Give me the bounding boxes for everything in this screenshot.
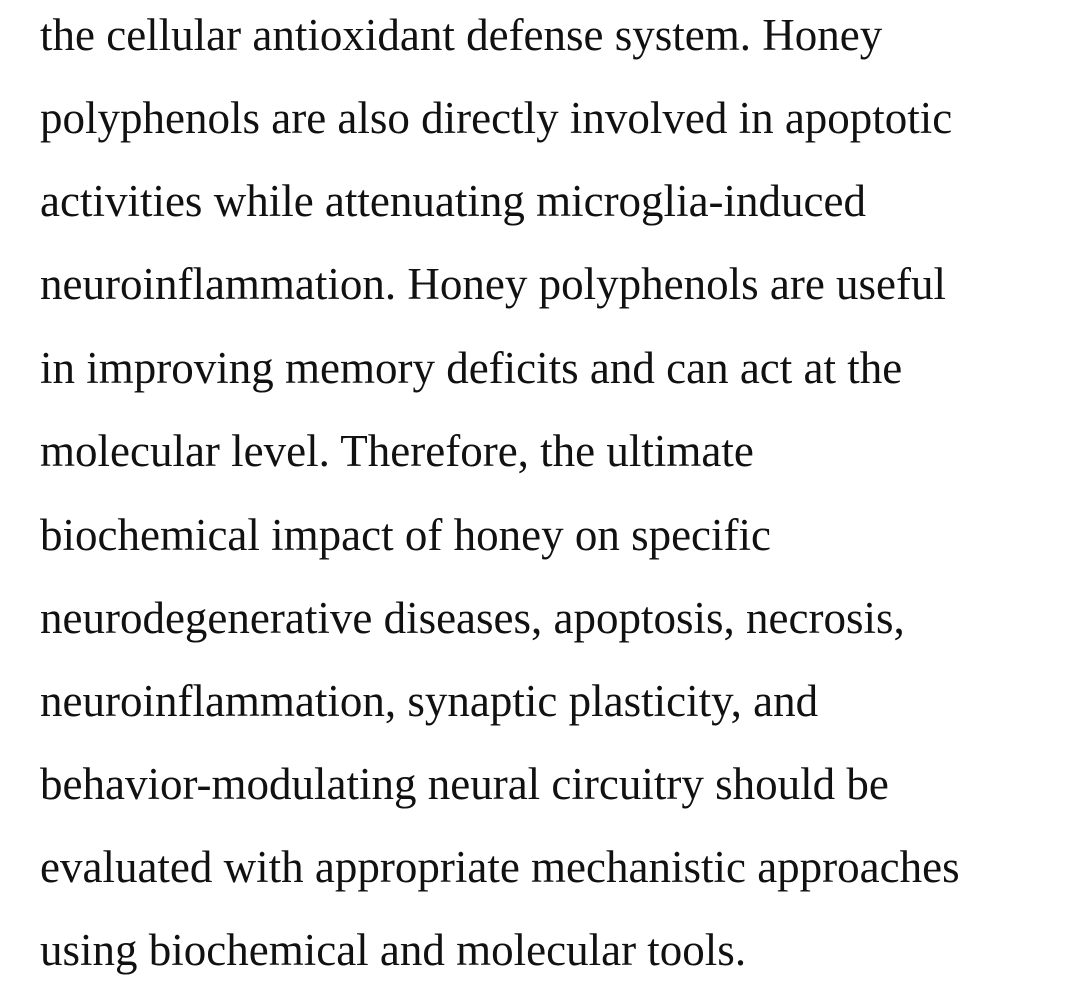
text-line: the cellular antioxidant defense system. Honey <box>40 10 883 60</box>
text-line: behavior-modulating neural circuitry should be <box>40 759 889 809</box>
text-line: evaluated with appropriate mechanistic approaches <box>40 842 960 892</box>
text-line: using biochemical and molecular tools. <box>40 925 747 975</box>
text-line: neuroinflammation, synaptic plasticity, and <box>40 676 819 726</box>
text-line: neuroinflammation. Honey polyphenols are useful <box>40 259 947 309</box>
text-line: in improving memory deficits and can act at the <box>40 343 903 393</box>
text-line: biochemical impact of honey on specific <box>40 510 771 560</box>
text-line: activities while attenuating microglia-induced <box>40 176 866 226</box>
text-line: molecular level. Therefore, the ultimate <box>40 426 754 476</box>
text-line: polyphenols are also directly involved in apoptotic <box>40 93 953 143</box>
text-line: neurodegenerative diseases, apoptosis, necrosis, <box>40 593 905 643</box>
